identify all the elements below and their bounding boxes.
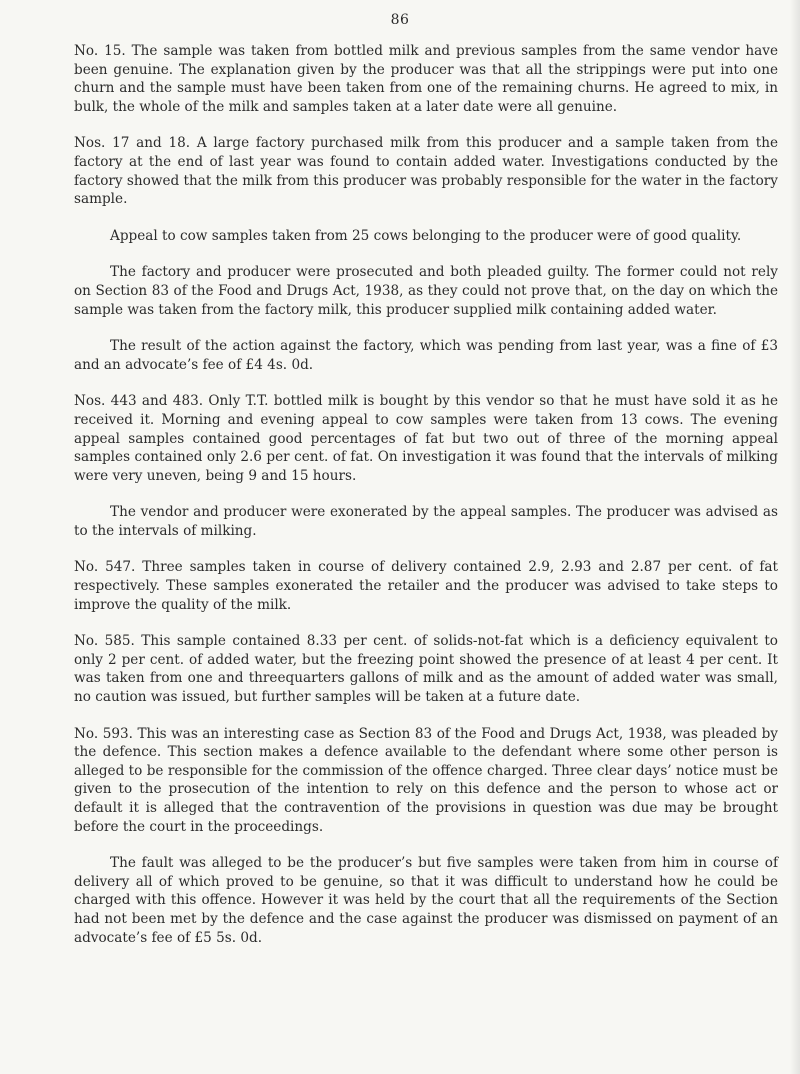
paragraph-fault-alleged: The fault was alleged to be the producer’s but five samples were taken from him in course of delivery all of which proved to be genuine, so that it was difficult to understand how he could be charged with this offence. However it was held by the court that all the requirements of the Section had not been met by the defence and the case against the producer was dismissed on payment of an advocate’s fee of £5 5s. 0d.	[74, 855, 778, 946]
page-number: 86	[390, 12, 410, 28]
paragraph-vendor-exonerated: The vendor and producer were exonerated by the appeal samples. The producer was advised as to the intervals of milking.	[74, 504, 778, 539]
paragraph-no-15: No. 15. The sample was taken from bottled milk and previous samples from the same vendor have been genuine. The explanation given by the producer was that all the strippings were put into one churn and the sample must have been taken from one of the remaining churns. He agreed to mix, in bulk, the whole of the milk and samples taken at a later date were all genuine.	[74, 43, 778, 115]
paragraph-no-585: No. 585. This sample contained 8.33 per cent. of solids-not-fat which is a deficiency equivalent to only 2 per cent. of added water, but the freezing point showed the presence of at least 4 per cent. It was taken from one and threequarters gallons of milk and as the amount of added water was small, no caution was issued, but further samples will be taken at a future date.	[74, 633, 778, 706]
paragraph-no-593: No. 593. This was an interesting case as Section 83 of the Food and Drugs Act, 1938, was pleaded by the defence. This section makes a defence available to the defendant where some other person is alleged to be responsible for the commission of the offence charged. Three clear days’ notice must be given to the prosecution of the intention to rely on this defence and the person to whose act or default it is alleged that the contravention of the provisions in question was due may be brought before the court in the proceedings.	[74, 725, 778, 835]
paragraph-factory-prosecuted: The factory and producer were prosecuted and both pleaded guilty. The former could not rely on Section 83 of the Food and Drugs Act, 1938, as they could not prove that, on the day on which the sample was taken from the factory milk, this producer supplied milk containing added water.	[74, 264, 778, 318]
paragraph-no-547: No. 547. Three samples taken in course of delivery contained 2.9, 2.93 and 2.87 per cent. of fat respectively. These samples exonerated the retailer and the producer was advised to take steps to improve the quality of the milk.	[74, 559, 778, 613]
paragraph-appeal-cow-samples: Appeal to cow samples taken from 25 cows belonging to the producer were of good quality.	[110, 227, 742, 244]
paragraph-result-of-action: The result of the action against the factory, which was pending from last year, was a fine of £3 and an advocate’s fee of £4 4s. 0d.	[74, 338, 778, 373]
page-edge-shadow	[790, 0, 800, 1074]
paragraph-nos-17-18: Nos. 17 and 18. A large factory purchased milk from this producer and a sample taken from the factory at the end of last year was found to contain added water. Investigations conducted by the factory showed that the milk from this producer was probably responsible for the water in the factory sample.	[74, 135, 778, 208]
paragraph-nos-443-483: Nos. 443 and 483. Only T.T. bottled milk is bought by this vendor so that he must have sold it as he received it. Morning and evening appeal to cow samples were taken from 13 cows. The evening appeal samples contained good percentages of fat but two out of three of the morning appeal samples contained only 2.6 per cent. of fat. On investigation it was found that the intervals of milking were very uneven, being 9 and 15 hours.	[74, 393, 778, 484]
document-body	[74, 42, 778, 965]
